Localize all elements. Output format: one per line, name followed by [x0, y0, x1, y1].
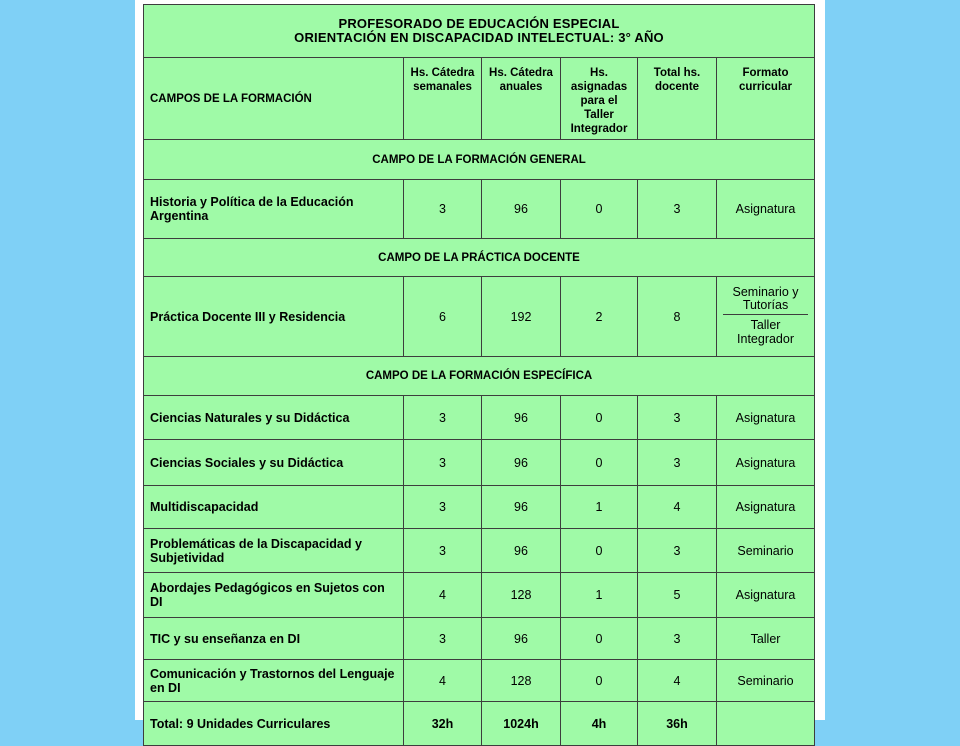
section-row-practica [144, 239, 815, 277]
cell-taller: 1 [561, 486, 638, 529]
section-row-especifica [144, 357, 815, 396]
row-name-comunicacion: Comunicación y Trastornos del Lenguaje en DI [144, 660, 404, 702]
cell-taller: 0 [561, 529, 638, 573]
table-row [144, 529, 815, 573]
cell-anual: 96 [482, 486, 561, 529]
cell-anual: 96 [482, 529, 561, 573]
table-row [144, 277, 815, 357]
section-title-especifica: CAMPO DE LA FORMACIÓN ESPECÍFICA [144, 357, 815, 396]
cell-total: 3 [638, 180, 717, 239]
total-sem: 32h [404, 702, 482, 746]
curriculum-table [143, 4, 815, 746]
cell-taller: 0 [561, 618, 638, 660]
total-row [144, 702, 815, 746]
cell-formato: Seminario [717, 529, 815, 573]
table-row [144, 573, 815, 618]
cell-formato: Taller [717, 618, 815, 660]
header-row [144, 58, 815, 140]
section-title-practica: CAMPO DE LA PRÁCTICA DOCENTE [144, 239, 815, 277]
table-row [144, 486, 815, 529]
total-taller: 4h [561, 702, 638, 746]
cell-formato: Seminario [717, 660, 815, 702]
table-row [144, 660, 815, 702]
cell-formato: Asignatura [717, 573, 815, 618]
formato-seminario-tutorias: Seminario y Tutorías [723, 284, 808, 315]
header-total-docente: Total hs. docente [638, 58, 717, 140]
table-row [144, 180, 815, 239]
cell-total: 3 [638, 529, 717, 573]
cell-anual: 192 [482, 277, 561, 357]
total-anual: 1024h [482, 702, 561, 746]
cell-anual: 128 [482, 660, 561, 702]
section-title-general: CAMPO DE LA FORMACIÓN GENERAL [144, 140, 815, 180]
cell-sem: 4 [404, 660, 482, 702]
cell-sem: 3 [404, 396, 482, 440]
header-hs-taller: Hs. asignadas para el Taller Integrador [561, 58, 638, 140]
total-label: Total: 9 Unidades Curriculares [144, 702, 404, 746]
cell-taller: 0 [561, 180, 638, 239]
cell-taller: 1 [561, 573, 638, 618]
cell-sem: 3 [404, 529, 482, 573]
header-campos: CAMPOS DE LA FORMACIÓN [144, 58, 404, 140]
table-row [144, 396, 815, 440]
row-name-sociales: Ciencias Sociales y su Didáctica [144, 440, 404, 486]
table-row [144, 440, 815, 486]
cell-sem: 4 [404, 573, 482, 618]
cell-total: 3 [638, 618, 717, 660]
cell-formato-split [717, 277, 815, 357]
cell-total: 3 [638, 440, 717, 486]
cell-sem: 3 [404, 486, 482, 529]
cell-sem: 3 [404, 618, 482, 660]
title-line-1: PROFESORADO DE EDUCACIÓN ESPECIAL [338, 16, 620, 31]
cell-formato: Asignatura [717, 440, 815, 486]
cell-total: 8 [638, 277, 717, 357]
table-title [144, 5, 815, 58]
cell-formato: Asignatura [717, 180, 815, 239]
cell-sem: 3 [404, 180, 482, 239]
header-hs-anuales: Hs. Cátedra anuales [482, 58, 561, 140]
cell-formato: Asignatura [717, 396, 815, 440]
cell-total: 4 [638, 660, 717, 702]
row-name-practica: Práctica Docente III y Residencia [144, 277, 404, 357]
row-name-tic: TIC y su enseñanza en DI [144, 618, 404, 660]
cell-anual: 96 [482, 618, 561, 660]
row-name-naturales: Ciencias Naturales y su Didáctica [144, 396, 404, 440]
total-docente: 36h [638, 702, 717, 746]
cell-sem: 3 [404, 440, 482, 486]
cell-total: 5 [638, 573, 717, 618]
cell-anual: 96 [482, 440, 561, 486]
cell-sem: 6 [404, 277, 482, 357]
cell-total: 3 [638, 396, 717, 440]
cell-formato: Asignatura [717, 486, 815, 529]
cell-taller: 2 [561, 277, 638, 357]
header-hs-semanales: Hs. Cátedra semanales [404, 58, 482, 140]
cell-taller: 0 [561, 440, 638, 486]
cell-anual: 96 [482, 180, 561, 239]
row-name-abordajes: Abordajes Pedagógicos en Sujetos con DI [144, 573, 404, 618]
cell-taller: 0 [561, 396, 638, 440]
row-name-historia: Historia y Política de la Educación Argentina [144, 180, 404, 239]
table-row [144, 618, 815, 660]
header-formato: Formato curricular [717, 58, 815, 140]
formato-taller-integrador: Taller Integrador [737, 318, 794, 346]
cell-anual: 128 [482, 573, 561, 618]
cell-taller: 0 [561, 660, 638, 702]
cell-anual: 96 [482, 396, 561, 440]
cell-total: 4 [638, 486, 717, 529]
row-name-problematicas: Problemáticas de la Discapacidad y Subjetividad [144, 529, 404, 573]
row-name-multi: Multidiscapacidad [144, 486, 404, 529]
table-title-row [144, 5, 815, 58]
title-line-2: ORIENTACIÓN EN DISCAPACIDAD INTELECTUAL: 3° AÑO [294, 30, 664, 45]
total-formato [717, 702, 815, 746]
section-row-general [144, 140, 815, 180]
